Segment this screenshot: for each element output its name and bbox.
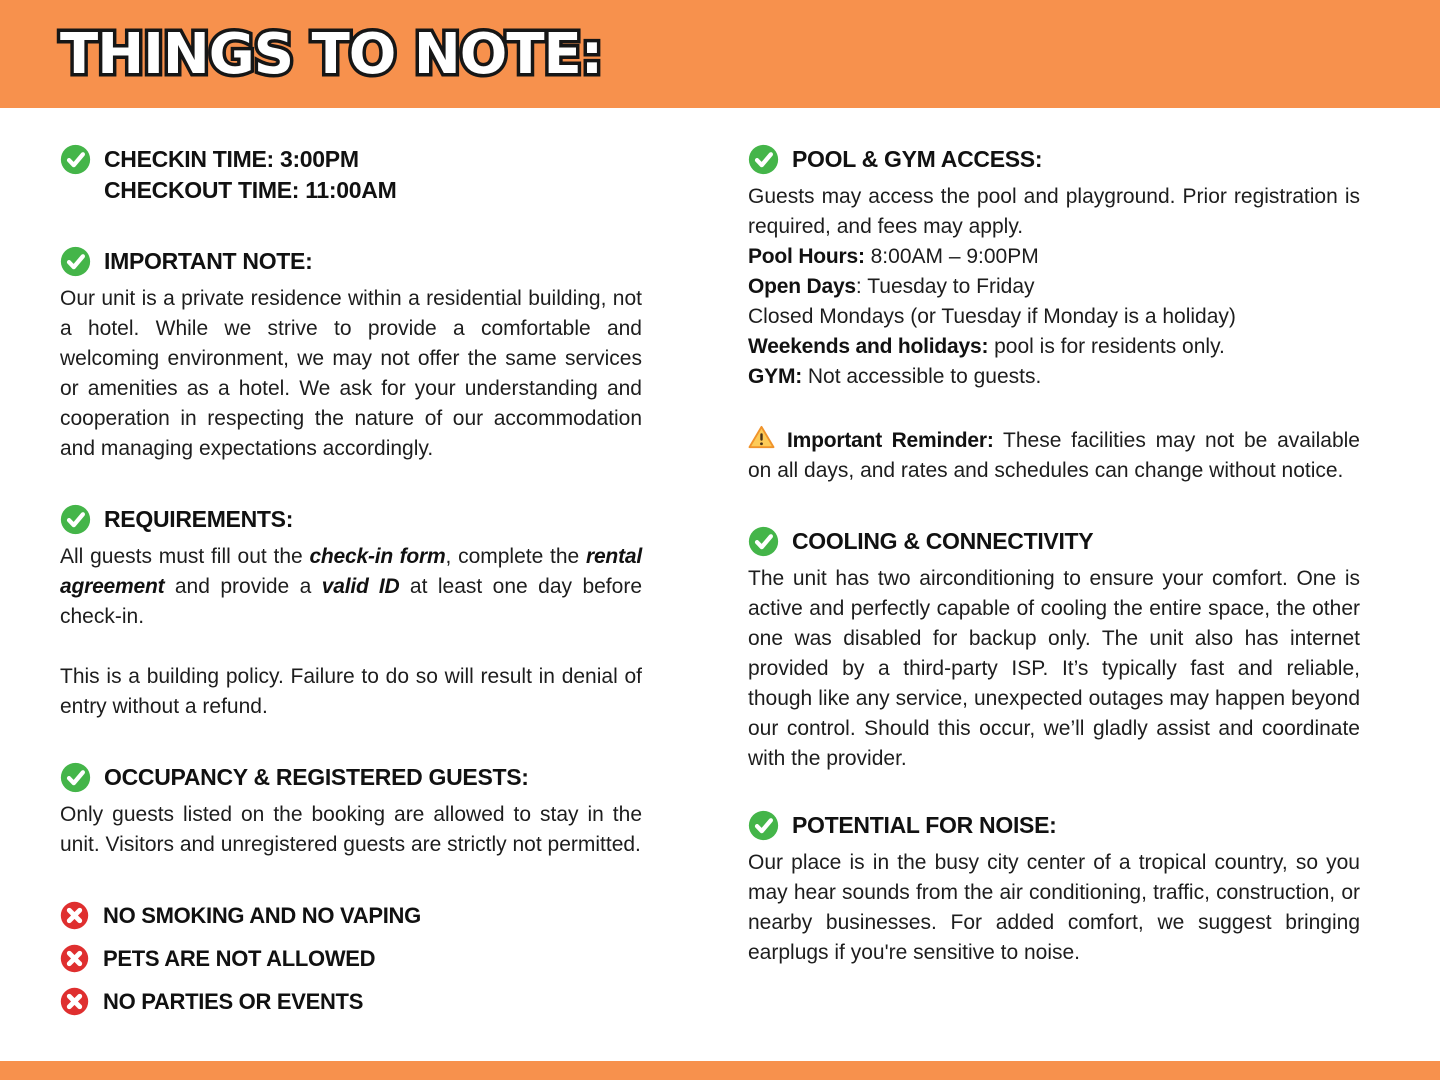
cooling-heading-row (748, 526, 1360, 557)
check-icon (748, 144, 779, 175)
right-column (748, 144, 1360, 1029)
prohibition-label: PETS ARE NOT ALLOWED (103, 946, 376, 971)
checkin-lines (104, 144, 396, 206)
left-column (60, 144, 642, 1029)
check-icon (60, 144, 91, 175)
section-occupancy (60, 762, 642, 860)
pool-hours-line: Pool Hours: 8:00AM – 9:00PM (748, 245, 1039, 268)
check-icon (60, 246, 91, 277)
pool-heading-row (748, 144, 1360, 175)
cooling-title: COOLING & CONNECTIVITY (792, 528, 1094, 554)
occupancy-paragraph: Only guests listed on the booking are allowed to stay in the unit. Visitors and unregistered guests are strictly not permitted. (60, 803, 642, 856)
check-icon (60, 762, 91, 793)
list-item-no-smoking (60, 900, 642, 931)
section-reminder (748, 425, 1360, 486)
content (0, 108, 1440, 1029)
important-note-title: IMPORTANT NOTE: (104, 248, 313, 274)
noise-title: POTENTIAL FOR NOISE: (792, 812, 1057, 838)
prohibition-label: NO SMOKING AND NO VAPING (103, 903, 421, 928)
checkin-time: CHECKIN TIME: 3:00PM (104, 146, 359, 172)
occupancy-title: OCCUPANCY & REGISTERED GUESTS: (104, 764, 529, 790)
header-banner (0, 0, 1440, 108)
footer-accent-bar (0, 1061, 1440, 1080)
section-requirements (60, 504, 642, 722)
section-checkin (60, 144, 642, 206)
noise-paragraph: Our place is in the busy city center of a tropical country, so you may hear sounds from the air conditioning, traffic, construction, or nearby businesses. For added comfort, we suggest bringing earplugs if you're sensitive to noise. (748, 851, 1360, 964)
check-icon (748, 810, 779, 841)
gym-line: GYM: Not accessible to guests. (748, 365, 1042, 388)
prohibition-label: NO PARTIES OR EVENTS (103, 989, 364, 1014)
checkin-form-emphasis: check-in form (309, 545, 446, 568)
section-noise (748, 810, 1360, 968)
pool-intro-paragraph: Guests may access the pool and playground. Prior registration is required, and fees may apply. (748, 185, 1360, 238)
section-pool-gym (748, 144, 1360, 392)
section-important-note (60, 246, 642, 464)
checkin-heading-row (60, 144, 642, 206)
page-title: THINGS TO NOTE: THINGS TO NOTE: (60, 22, 602, 87)
pool-title: POOL & GYM ACCESS: (792, 146, 1043, 172)
cross-icon (60, 987, 89, 1016)
open-days-line: Open Days: Tuesday to Friday (748, 275, 1035, 298)
important-note-paragraph: Our unit is a private residence within a residential building, not a hotel. While we strive to provide a comfortable and welcoming environment, we may not offer the same services or amenities as a hotel. We ask for your understanding and cooperation in respecting the nature of our accommodation and managing expectations accordingly. (60, 287, 642, 460)
requirements-title: REQUIREMENTS: (104, 506, 294, 532)
requirements-paragraph: All guests must fill out the check-in form, complete the rental agreement and provide a valid ID at least one day before check-in. (60, 545, 642, 628)
reminder-label: Important Reminder: (787, 429, 994, 452)
rental-agreement-emphasis: rental agreement (60, 545, 642, 598)
cross-icon (60, 901, 89, 930)
warning-icon (748, 425, 775, 449)
weekends-line: Weekends and holidays: pool is for residents only. (748, 335, 1225, 358)
prohibitions-list (60, 900, 642, 1017)
important-note-heading-row (60, 246, 642, 277)
noise-heading-row (748, 810, 1360, 841)
checkout-time: CHECKOUT TIME: 11:00AM (104, 177, 397, 203)
cooling-paragraph: The unit has two airconditioning to ensure your comfort. One is active and perfectly capable of cooling the entire space, the other one was disabled for backup only. The unit also has internet provided by a third-party ISP. It’s typically fast and reliable, though like any service, unexpected outages may happen beyond our control. Should this occur, we’ll gladly assist and coordinate with the provider. (748, 567, 1360, 770)
closed-mondays-line: Closed Mondays (or Tuesday if Monday is a holiday) (748, 305, 1236, 328)
reminder-paragraph: Important Reminder: These facilities may not be available on all days, and rates and schedules can change without notice. (748, 425, 1360, 486)
valid-id-emphasis: valid ID (321, 575, 400, 598)
requirements-heading-row (60, 504, 642, 535)
list-item-no-pets (60, 943, 642, 974)
check-icon (60, 504, 91, 535)
list-item-no-parties (60, 986, 642, 1017)
section-cooling (748, 526, 1360, 774)
pool-detail-lines (748, 242, 1360, 392)
check-icon (748, 526, 779, 557)
building-policy-paragraph: This is a building policy. Failure to do so will result in denial of entry without a refund. (60, 665, 642, 718)
cross-icon (60, 944, 89, 973)
occupancy-heading-row (60, 762, 642, 793)
